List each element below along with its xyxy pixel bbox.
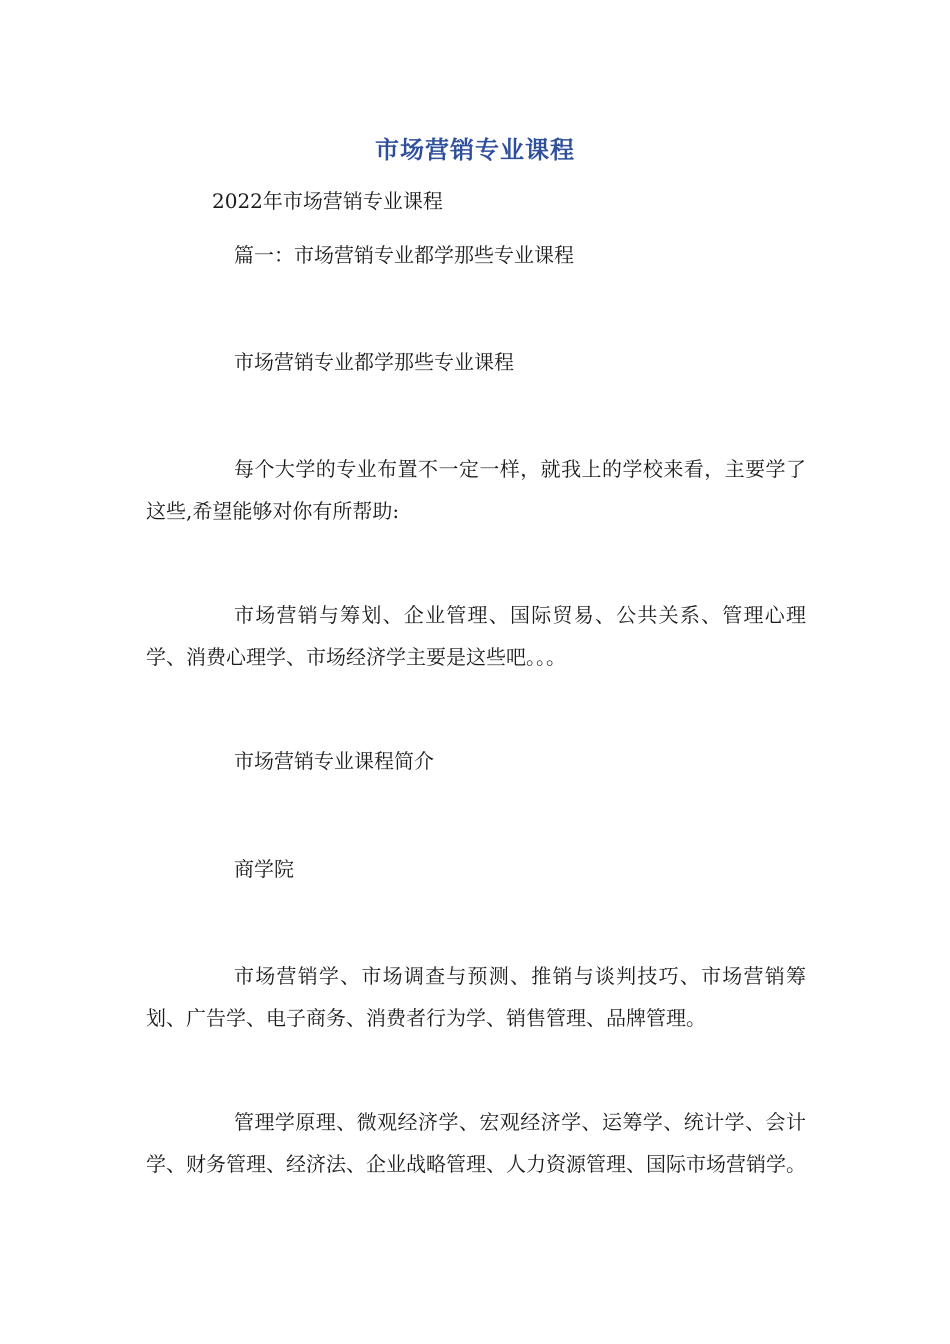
document-title: 市场营销专业课程 [375,136,575,164]
paragraph: 商学院 [234,857,294,881]
paragraph: 市场营销与筹划、企业管理、国际贸易、公共关系、管理心理学、消费心理学、市场经济学主要是这些吧。。。 [146,603,806,669]
paragraph: 市场营销专业课程简介 [234,749,434,773]
paragraph: 市场营销专业都学那些专业课程 [234,350,514,374]
paragraph: 市场营销学、市场调查与预测、推销与谈判技巧、市场营销筹划、广告学、电子商务、消费者行为学、销售管理、品牌管理。 [146,964,806,1030]
document-subtitle: 2022年市场营销专业课程 [212,189,443,213]
paragraph: 管理学原理、微观经济学、宏观经济学、运筹学、统计学、会计学、财务管理、经济法、企业战略管理、人力资源管理、国际市场营销学。 [146,1110,806,1176]
article-heading: 篇一：市场营销专业都学那些专业课程 [234,243,574,267]
paragraph: 每个大学的专业布置不一定一样，就我上的学校来看，主要学了这些,希望能够对你有所帮助: [146,457,806,523]
